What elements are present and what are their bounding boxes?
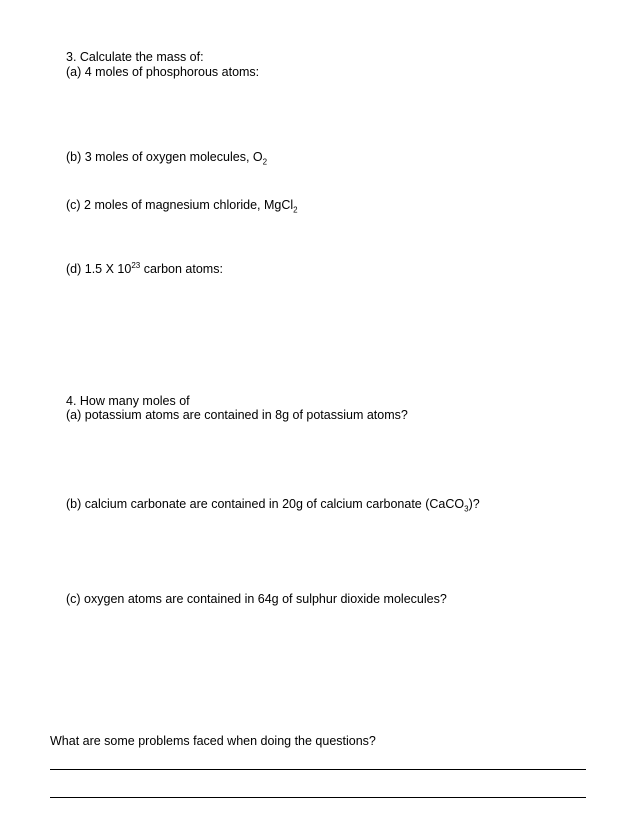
question-4b-pre: (b) calcium carbonate are contained in 20g of calcium carbonate (CaCO: [66, 497, 465, 511]
reflection-question: What are some problems faced when doing the questions?: [50, 734, 376, 748]
question-4a: (a) potassium atoms are contained in 8g of potassium atoms?: [66, 408, 408, 422]
question-3d-pre: (d) 1.5 X 10: [66, 262, 132, 276]
question-4b: [66, 497, 480, 512]
question-3b-text: (b) 3 moles of oxygen molecules, O: [66, 150, 263, 164]
question-3b: [66, 150, 267, 165]
question-3c-text: (c) 2 moles of magnesium chloride, MgCl: [66, 198, 294, 212]
question-4b-post: )?: [468, 497, 480, 511]
question-4c: (c) oxygen atoms are contained in 64g of sulphur dioxide molecules?: [66, 592, 447, 606]
question-4-heading: 4. How many moles of: [66, 394, 190, 408]
answer-line-1: [50, 769, 586, 770]
answer-line-2: [50, 797, 586, 798]
question-3d-post: carbon atoms:: [140, 262, 223, 276]
question-3-heading: 3. Calculate the mass of:: [66, 50, 204, 64]
question-4b-subscript: 3: [464, 504, 469, 514]
question-3d: [66, 262, 223, 277]
question-3c-subscript: 2: [293, 205, 298, 215]
question-3b-subscript: 2: [262, 157, 268, 167]
question-3c: [66, 198, 298, 213]
question-3a: (a) 4 moles of phosphorous atoms:: [66, 65, 260, 79]
question-3d-superscript: 23: [131, 260, 141, 270]
